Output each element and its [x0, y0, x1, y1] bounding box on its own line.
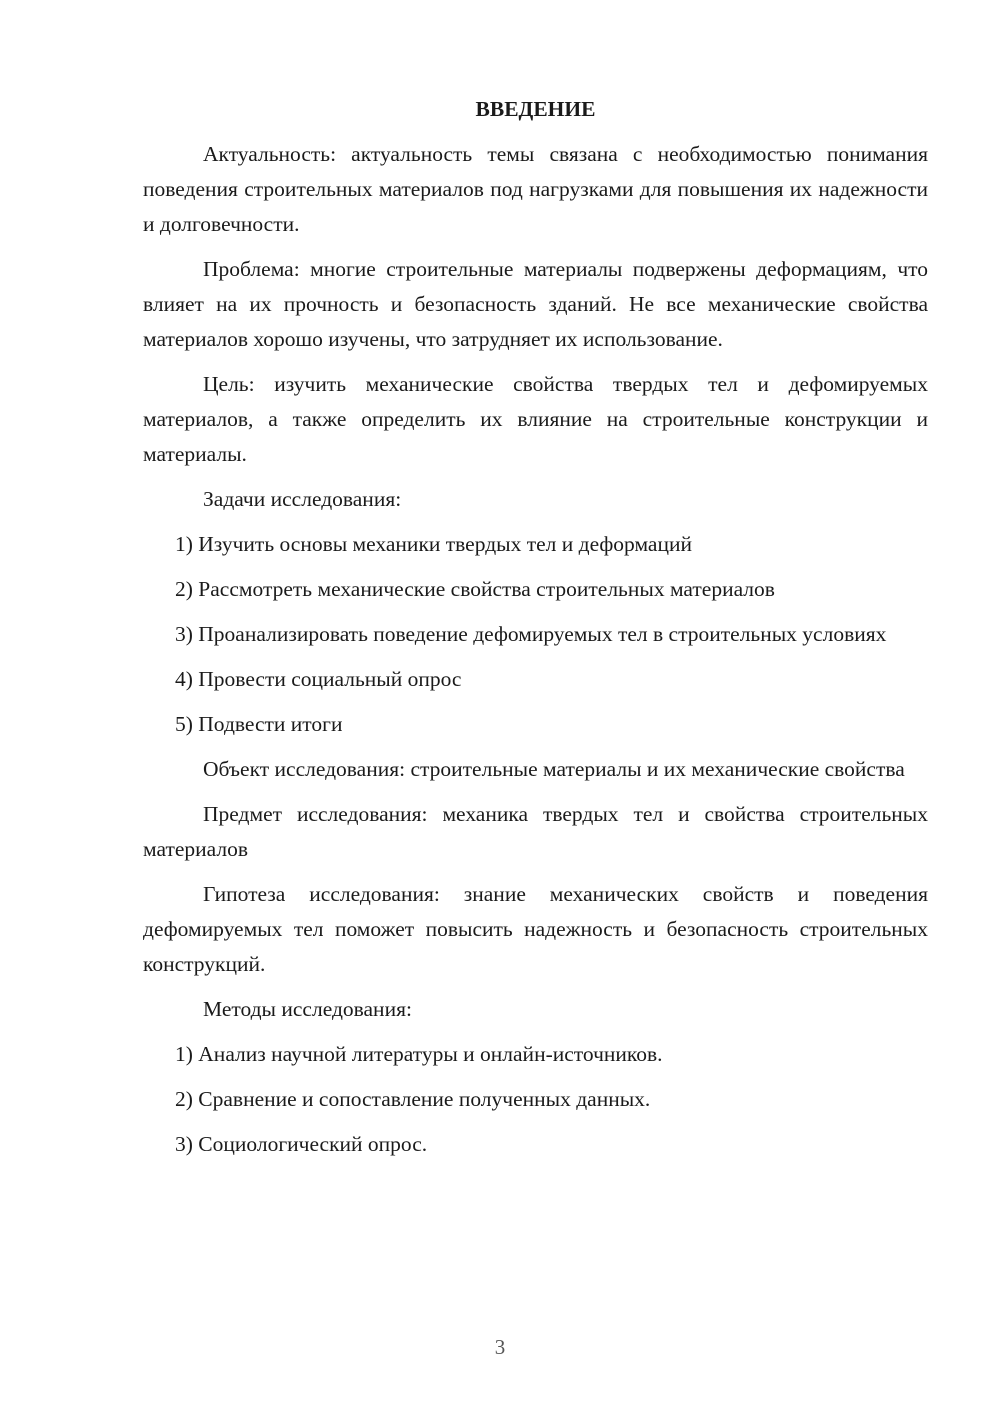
- page-number: 3: [494, 1335, 506, 1359]
- task-item: 2) Рассмотреть механические свойства строительных материалов: [175, 577, 775, 601]
- method-item: 3) Социологический опрос.: [175, 1132, 428, 1156]
- task-item: 4) Провести социальный опрос: [175, 667, 462, 691]
- subject-paragraph: Предмет исследования: механика твердых тел и свойства строительных материалов: [143, 802, 928, 861]
- method-item: 1) Анализ научной литературы и онлайн-источников.: [175, 1042, 663, 1066]
- method-item: 2) Сравнение и сопоставление полученных данных.: [175, 1087, 651, 1111]
- tasks-heading: Задачи исследования:: [203, 487, 402, 511]
- relevance-paragraph: Актуальность: актуальность темы связана с необходимостью понимания поведения строительных материалов под нагрузками для повышения их надежности и долговечности.: [143, 142, 928, 236]
- task-item: 1) Изучить основы механики твердых тел и деформаций: [175, 532, 692, 556]
- task-item: 3) Проанализировать поведение дефомируемых тел в строительных условиях: [175, 622, 887, 646]
- problem-paragraph: Проблема: многие строительные материалы подвержены деформациям, что влияет на их прочность и безопасность зданий. Не все механические свойства материалов хорошо изучены, что затрудняет их использование.: [143, 257, 928, 351]
- task-item: 5) Подвести итоги: [175, 712, 343, 736]
- methods-heading: Методы исследования:: [203, 997, 412, 1021]
- hypothesis-paragraph: Гипотеза исследования: знание механических свойств и поведения дефомируемых тел поможет повысить надежность и безопасность строительных конструкций.: [143, 882, 928, 976]
- object-paragraph: Объект исследования: строительные материалы и их механические свойства: [203, 757, 905, 781]
- section-title: ВВЕДЕНИЕ: [475, 97, 596, 121]
- document-page: [143, 92, 928, 1172]
- goal-paragraph: Цель: изучить механические свойства твердых тел и дефомируемых материалов, а также определить их влияние на строительные конструкции и материалы.: [143, 372, 928, 466]
